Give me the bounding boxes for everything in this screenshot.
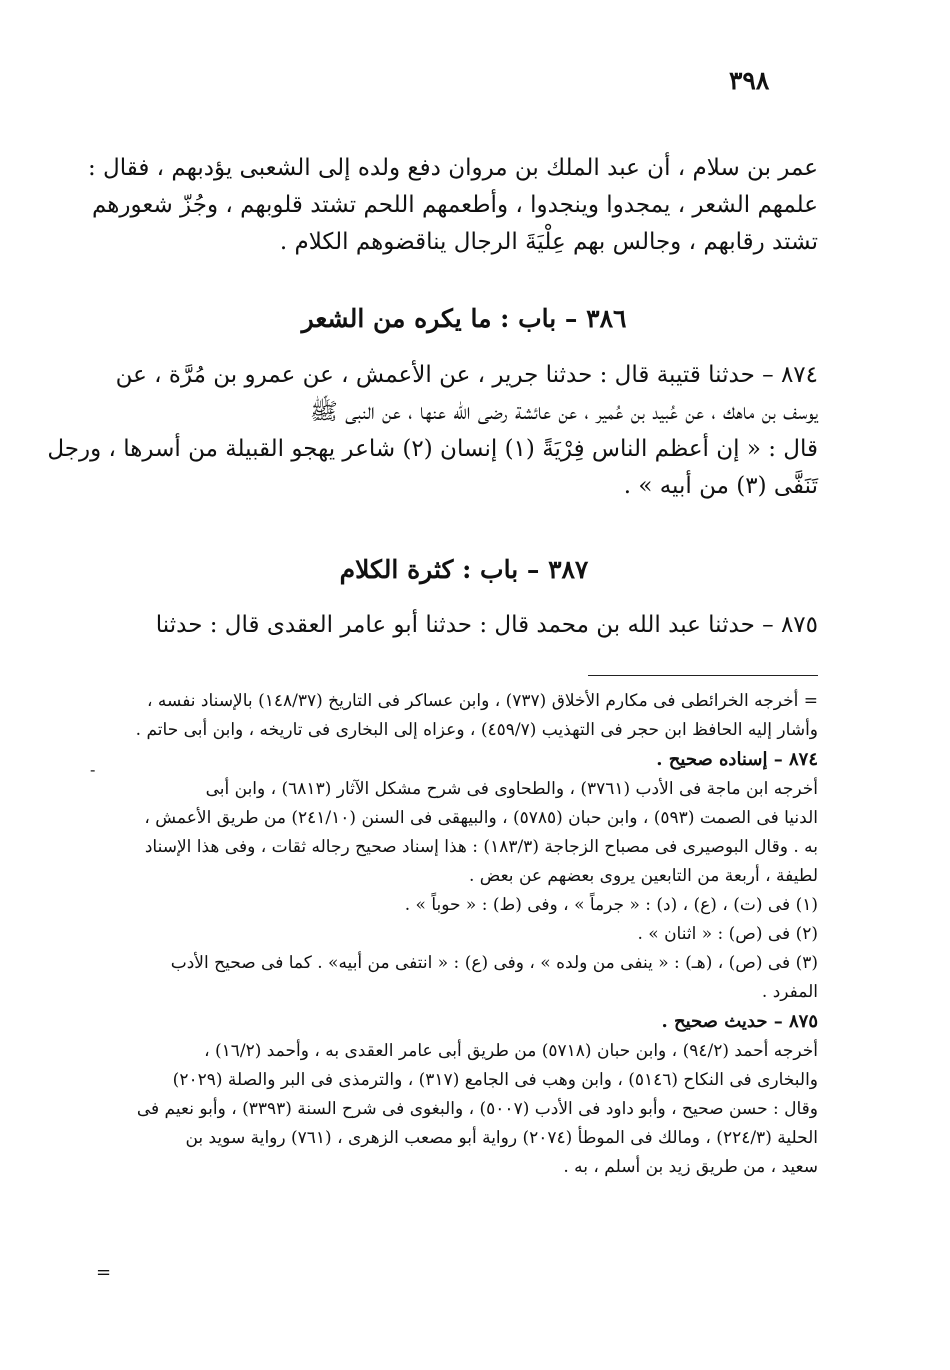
paragraph-intro xyxy=(87,150,818,261)
page-number: ٣٩٨ xyxy=(729,66,770,95)
hadith-875 xyxy=(110,607,818,644)
hadith-874 xyxy=(47,357,818,505)
footnote-line: (٢) فى (ص) : « اثنان » . xyxy=(637,924,818,944)
footnote-line: الحلية (٢٢٤/٣) ، ومالك فى الموطأ (٢٠٧٤) رواية أبو مصعب الزهرى ، (٧٦١) رواية سويد بن xyxy=(185,1128,818,1148)
text-line: يوسف بن ماهك ، عن عُبيد بن عُمير ، عن عائشة رضى الله عنها ، عن النبى ﷺ xyxy=(310,399,818,425)
chapter-heading-387: ٣٨٧ – باب : كثرة الكلام xyxy=(339,555,589,584)
chapter-heading-386: ٣٨٦ – باب : ما يكره من الشعر xyxy=(301,304,627,333)
footnote-heading: ٨٧٤ – إسناده صحيح . xyxy=(656,749,818,770)
footnote-line: = أخرجه الخرائطى فى مكارم الأخلاق (٧٣٧) ، وابن عساكر فى التاريخ (١٤٨/٣٧) بالإسناد نفسه ، xyxy=(147,691,818,711)
footnote-line: أخرجه ابن ماجة فى الأدب (٣٧٦١) ، والطحاوى فى شرح مشكل الآثار (٦٨١٣) ، وابن أبى xyxy=(205,779,818,799)
text-line: قال : « إن أعظم الناس فِرْيَةً (١) إنسان (٢) شاعر يهجو القبيلة من أسرها ، ورجل xyxy=(47,436,818,462)
footnote-line: سعيد ، من طريق زيد بن أسلم ، به . xyxy=(563,1157,818,1177)
footnote-line: به . وقال البوصيرى فى مصباح الزجاجة (١٨٣/٣) : هذا إسناد صحيح رجاله ثقات ، وفى هذا الإسناد xyxy=(144,837,818,857)
text-line: تشتد رقابهم ، وجالس بهم عِلْيَةَ الرجال يناقضوهم الكلام . xyxy=(279,229,818,255)
continuation-mark: = xyxy=(96,1262,112,1283)
footnote-heading: ٨٧٥ – حديث صحيح . xyxy=(661,1011,818,1032)
footnote-line: الدنيا فى الصمت (٥٩٣) ، وابن حبان (٥٧٨٥) ، والبيهقى فى السنن (٢٤١/١٠) من طريق الأعمش ، xyxy=(144,808,818,828)
footnote-line: (٣) فى (ص) ، (هـ) : « ينفى من ولده » ، وفى (ع) : « انتفى من أبيه» . كما فى صحيح الأدب xyxy=(170,953,818,973)
footnote-line: لطيفة ، أربعة من التابعين يروى بعضهم عن بعض . xyxy=(468,866,818,886)
text-line: علمهم الشعر ، يمجدوا وينجدوا ، وأطعمهم اللحم تشتد قلوبهم ، وجُزّ شعورهم xyxy=(91,192,818,218)
footnote-separator xyxy=(588,675,818,676)
margin-dash: - xyxy=(90,760,96,779)
footnote-line: وقال : حسن صحيح ، وأبو داود فى الأدب (٥٠٠٧) ، والبغوى فى شرح السنة (٣٣٩٣) ، وأبو نعيم فى xyxy=(136,1099,818,1119)
footnote-line: (١) فى (ت) ، (ع) ، (د) : « جرماً » ، وفى (ط) : « حوباً » . xyxy=(404,895,818,915)
text-line: ٨٧٥ – حدثنا عبد الله بن محمد قال : حدثنا أبو عامر العقدى قال : حدثنا xyxy=(155,612,818,638)
footnote-line: والبخارى فى النكاح (٥١٤٦) ، وابن وهب فى الجامع (٣١٧) ، والترمذى فى البر والصلة (٢٠٢٩) xyxy=(172,1070,818,1090)
text-line: تَنَفَّى (٣) من أبيه » . xyxy=(623,473,818,499)
footnote-line: وأشار إليه الحافظ ابن حجر فى التهذيب (٤٥٩/٧) ، وعزاه إلى البخارى فى تاريخه ، وابن أبى حاتم . xyxy=(135,720,818,740)
footnote-line: المفرد . xyxy=(761,982,818,1002)
footnote-line: أخرجه أحمد (٩٤/٢) ، وابن حبان (٥٧١٨) من طريق أبى عامر العقدى به ، وأحمد (١٦/٢) ، xyxy=(204,1041,818,1061)
text-line: ٨٧٤ – حدثنا قتيبة قال : حدثنا جرير ، عن الأعمش ، عن عمرو بن مُرَّة ، عن xyxy=(115,362,818,388)
footnotes xyxy=(96,687,818,1182)
text-line: عمر بن سلام ، أن عبد الملك بن مروان دفع ولده إلى الشعبى يؤدبهم ، فقال : xyxy=(87,155,818,181)
